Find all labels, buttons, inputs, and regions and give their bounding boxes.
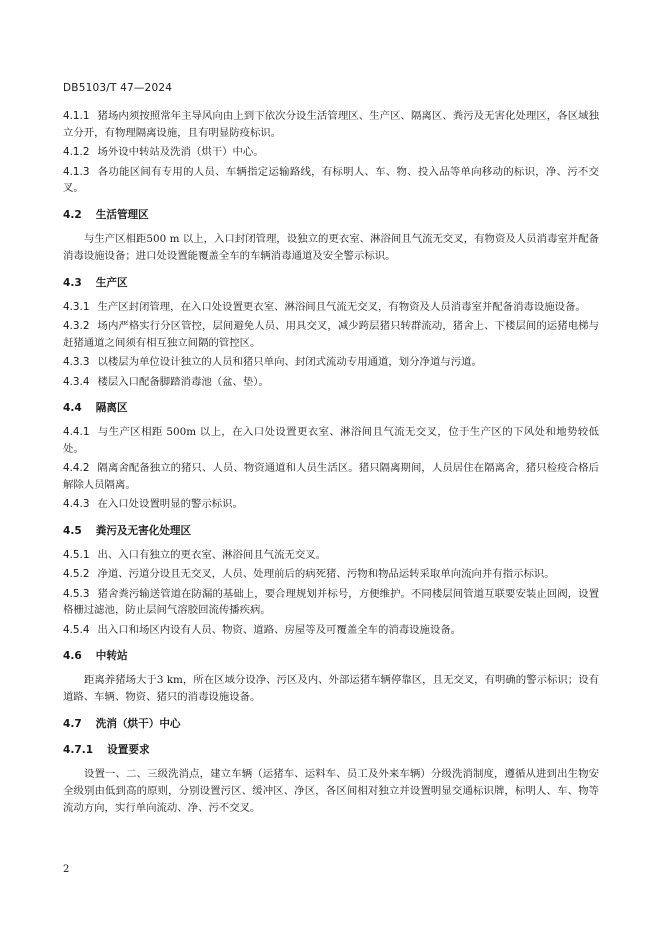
clause-item	[63, 424, 599, 457]
clause-text: 净道、污道分设且无交叉，人员、处理前后的病死猪、污物和物品运转采取单向流向并有指示标识。	[97, 568, 555, 580]
clause-number: 4.4.3	[63, 498, 90, 510]
clause-item	[63, 108, 599, 141]
clause-number: 4.3	[63, 276, 82, 289]
clause-number: 4.4.1	[63, 426, 90, 438]
clause-item	[63, 299, 599, 316]
clause-text: 各功能区间有专用的人员、车辆指定运输路线，有标明人、车、物、投入品等单向移动的标识，净、污不交叉。	[63, 165, 599, 194]
clause-item	[63, 144, 599, 161]
section-heading	[63, 207, 599, 223]
clause-item	[63, 586, 599, 619]
clause-text: 以楼层为单位设计独立的人员和猪只单向、封闭式流动专用通道，划分净道与污道。	[97, 356, 482, 368]
document-code: DB5103/T 47—2024	[63, 82, 173, 94]
clause-item	[63, 566, 599, 583]
clause-item	[63, 622, 599, 639]
clause-text: 在入口处设置明显的警示标识。	[97, 498, 243, 510]
section-heading	[63, 275, 599, 291]
clause-number: 4.1.2	[63, 146, 90, 158]
clause-item	[63, 354, 599, 371]
document-body	[63, 108, 599, 820]
clause-number: 4.3.3	[63, 356, 90, 368]
clause-text: 生产区封闭管理，在入口处设置更衣室、淋浴间且气流无交叉，有物资及人员消毒室并配备消毒设施设备。	[97, 300, 586, 313]
page-number: 2	[63, 864, 70, 875]
clause-text: 生产区	[95, 276, 128, 289]
section-heading	[63, 742, 599, 758]
body-paragraph: 与生产区相距500 m 以上，入口封闭管理，设独立的更衣室、淋浴间且气流无交叉，有物资及人员消毒室并配备消毒设施设备；进口处设置能覆盖全车的车辆消毒通道及安全警示标识。	[63, 232, 599, 262]
clause-number: 4.1.3	[63, 165, 90, 178]
clause-number: 4.3.1	[63, 300, 90, 313]
clause-item	[63, 496, 599, 513]
clause-text: 生活管理区	[95, 208, 149, 221]
section-heading	[63, 716, 599, 732]
body-paragraph: 距离养猪场大于3 km，所在区域分设净、污区及内、外部运猪车辆停靠区，且无交叉，有明确的警示标识；设有道路、车辆、物资、猪只的消毒设施设备。	[63, 674, 599, 703]
clause-number: 4.2	[63, 208, 82, 221]
clause-item	[63, 374, 599, 391]
section-heading	[63, 400, 599, 416]
clause-number: 4.1.1	[63, 110, 90, 122]
clause-number: 4.5.2	[63, 568, 90, 580]
clause-text: 猪场内须按照常年主导风向由上到下依次分设生活管理区、生产区、隔离区、粪污及无害化处理区，各区域独立分开，有物理隔离设施，且有明显防疫标识。	[63, 110, 599, 139]
clause-number: 4.6	[63, 650, 82, 662]
body-paragraph: 设置一、二、三级洗消点，建立车辆（运猪车、运料车、员工及外来车辆）分级洗消制度，遵循从进到出生物安全级别由低到高的原则，分别设置污区、缓冲区、净区，各区间相对独立并设置明显交通标识牌，标明人、车、物等流动方向，实行单向流动、净、污不交叉。	[63, 768, 599, 814]
clause-number: 4.4	[63, 402, 82, 414]
clause-item	[63, 318, 599, 351]
clause-text: 中转站	[95, 650, 128, 662]
clause-item	[63, 164, 599, 197]
clause-number: 4.5.4	[63, 623, 90, 636]
clause-text: 场外设中转站及洗消（烘干）中心。	[97, 146, 264, 158]
clause-text: 粪污及无害化处理区	[95, 524, 192, 537]
clause-text: 设置要求	[107, 744, 150, 756]
clause-text: 隔离区	[95, 402, 128, 414]
clause-text: 楼层入口配备脚踏消毒池（盆、垫）。	[97, 375, 269, 388]
section-heading	[63, 648, 599, 664]
clause-text: 隔离舍配备独立的猪只、人员、物资通道和人员生活区。猪只隔离期间，人员居住在隔离舍，猪只检疫合格后解除人员隔离。	[63, 462, 599, 491]
clause-text: 猪舍粪污输送管道在防漏的基础上，要合理规划并标号，方便维护。不同楼层间管道互联要安装止回阀，设置格栅过滤池，防止层间气溶胶回流传播疾病。	[63, 587, 599, 616]
clause-text: 与生产区相距 500m 以上，在入口处设置更衣室、淋浴间且气流无交叉，位于生产区的下风处和地势较低处。	[63, 426, 599, 455]
clause-number: 4.5.3	[63, 587, 90, 600]
clause-number: 4.5	[63, 524, 82, 537]
clause-number: 4.7.1	[63, 744, 94, 756]
clause-text: 洗消（烘干）中心	[95, 718, 181, 730]
clause-text: 场内严格实行分区管控，层间避免人员、用具交叉，减少跨层猪只转群流动，猪舍上、下楼层间的运猪电梯与赶猪通道之间须有相互独立间隔的管控区。	[63, 320, 599, 349]
section-heading	[63, 523, 599, 539]
clause-text: 出、入口有独立的更衣室、淋浴间且气流无交叉。	[97, 548, 327, 561]
clause-number: 4.7	[63, 718, 82, 730]
clause-item	[63, 460, 599, 493]
clause-number: 4.3.4	[63, 375, 90, 388]
clause-number: 4.5.1	[63, 548, 90, 561]
clause-text: 出入口和场区内设有人员、物资、道路、房屋等及可覆盖全车的消毒设施设备。	[97, 623, 462, 636]
clause-item	[63, 547, 599, 564]
clause-number: 4.3.2	[63, 320, 90, 332]
clause-number: 4.4.2	[63, 462, 90, 474]
